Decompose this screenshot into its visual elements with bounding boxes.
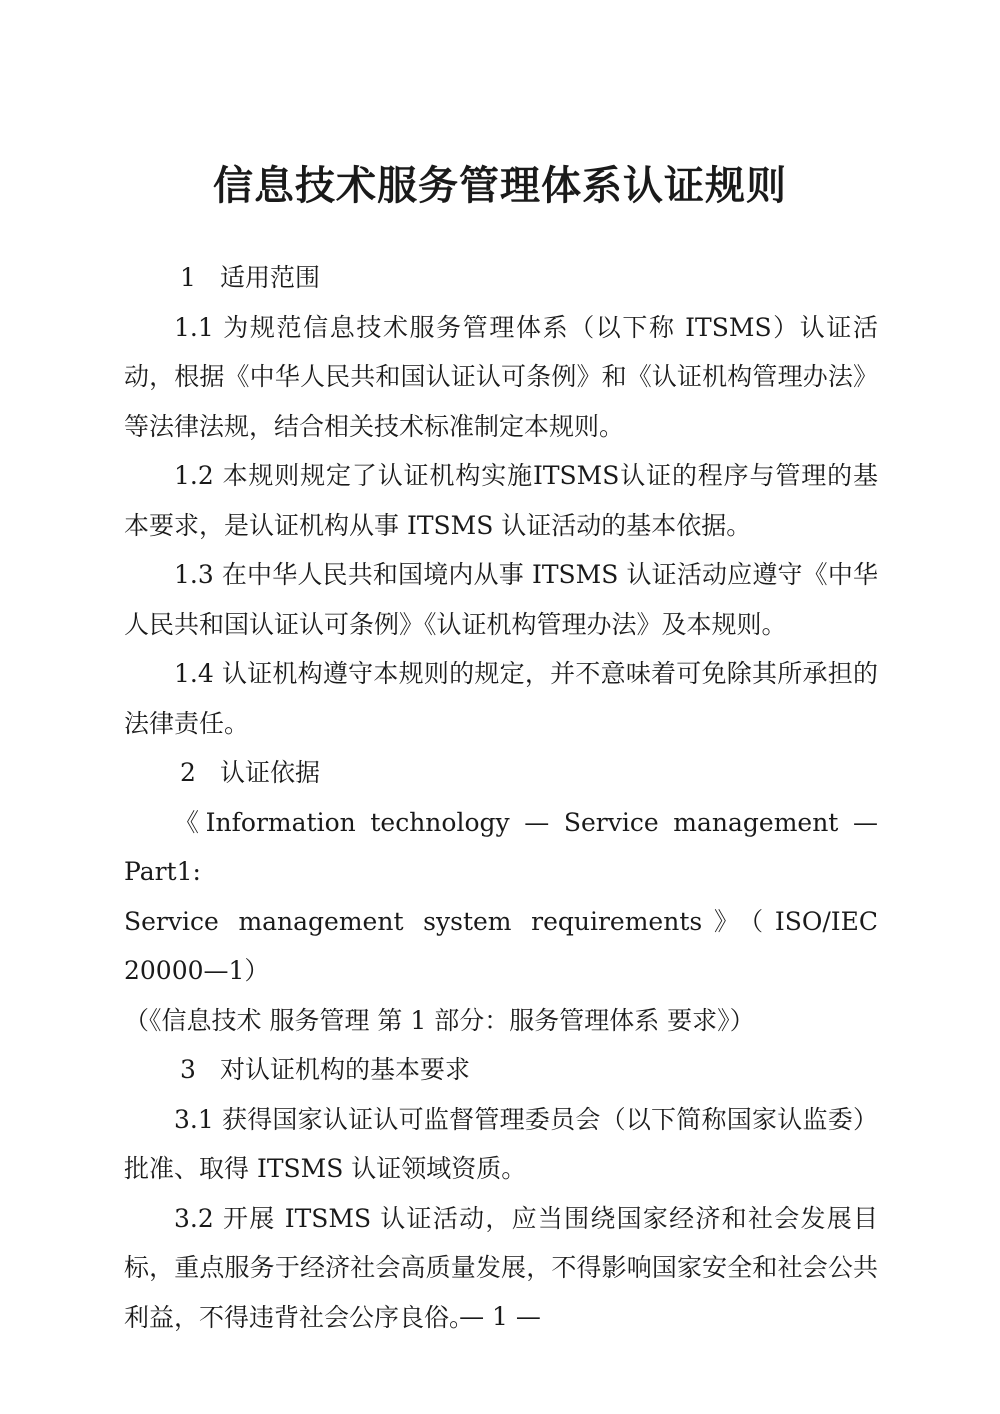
- section-2-title: 认证依据: [220, 758, 321, 787]
- paragraph-3-2: 3.2 开展 ITSMS 认证活动，应当围绕国家经济和社会发展目标，重点服务于经济社会高质量发展，不得影响国家安全和社会公共利益，不得违背社会公序良俗。: [124, 1203, 878, 1332]
- section-3-title: 对认证机构的基本要求: [220, 1055, 471, 1084]
- section-2-heading: [124, 748, 878, 798]
- paragraph-1-1: 1.1 为规范信息技术服务管理体系（以下称 ITSMS）认证活动，根据《中华人民共和国认证认可条例》和《认证机构管理办法》等法律法规，结合相关技术标准制定本规则。: [124, 312, 878, 441]
- basis-standard-chinese-title: （《信息技术 服务管理 第 1 部分：服务管理体系 要求》）: [124, 1005, 755, 1035]
- basis-standard-line-1: 《Information technology — Service management — Part1:: [124, 807, 878, 886]
- section-1-title: 适用范围: [220, 263, 321, 292]
- page-number: — 1 —: [459, 1302, 541, 1331]
- basis-standard-line-2: Service management system requirements》（ISO/IEC 20000—1）: [124, 906, 878, 985]
- section-1-heading: [124, 253, 878, 303]
- paragraph-3-1: 3.1 获得国家认证认可监督管理委员会（以下简称国家认监委）批准、取得 ITSMS 认证领域资质。: [124, 1104, 878, 1183]
- document-body: [124, 253, 878, 1342]
- section-3-number: 3: [180, 1055, 196, 1084]
- section-2-number: 2: [180, 758, 196, 787]
- section-1-number: 1: [180, 263, 196, 292]
- paragraph-1-3: 1.3 在中华人民共和国境内从事 ITSMS 认证活动应遵守《中华人民共和国认证认可条例》《认证机构管理办法》及本规则。: [124, 560, 878, 639]
- document-title: 信息技术服务管理体系认证规则: [213, 162, 787, 209]
- section-3-heading: [124, 1045, 878, 1095]
- paragraph-1-2: 1.2 本规则规定了认证机构实施ITSMS认证的程序与管理的基本要求，是认证机构从事 ITSMS 认证活动的基本依据。: [124, 461, 878, 540]
- paragraph-1-4: 1.4 认证机构遵守本规则的规定，并不意味着可免除其所承担的法律责任。: [124, 659, 878, 738]
